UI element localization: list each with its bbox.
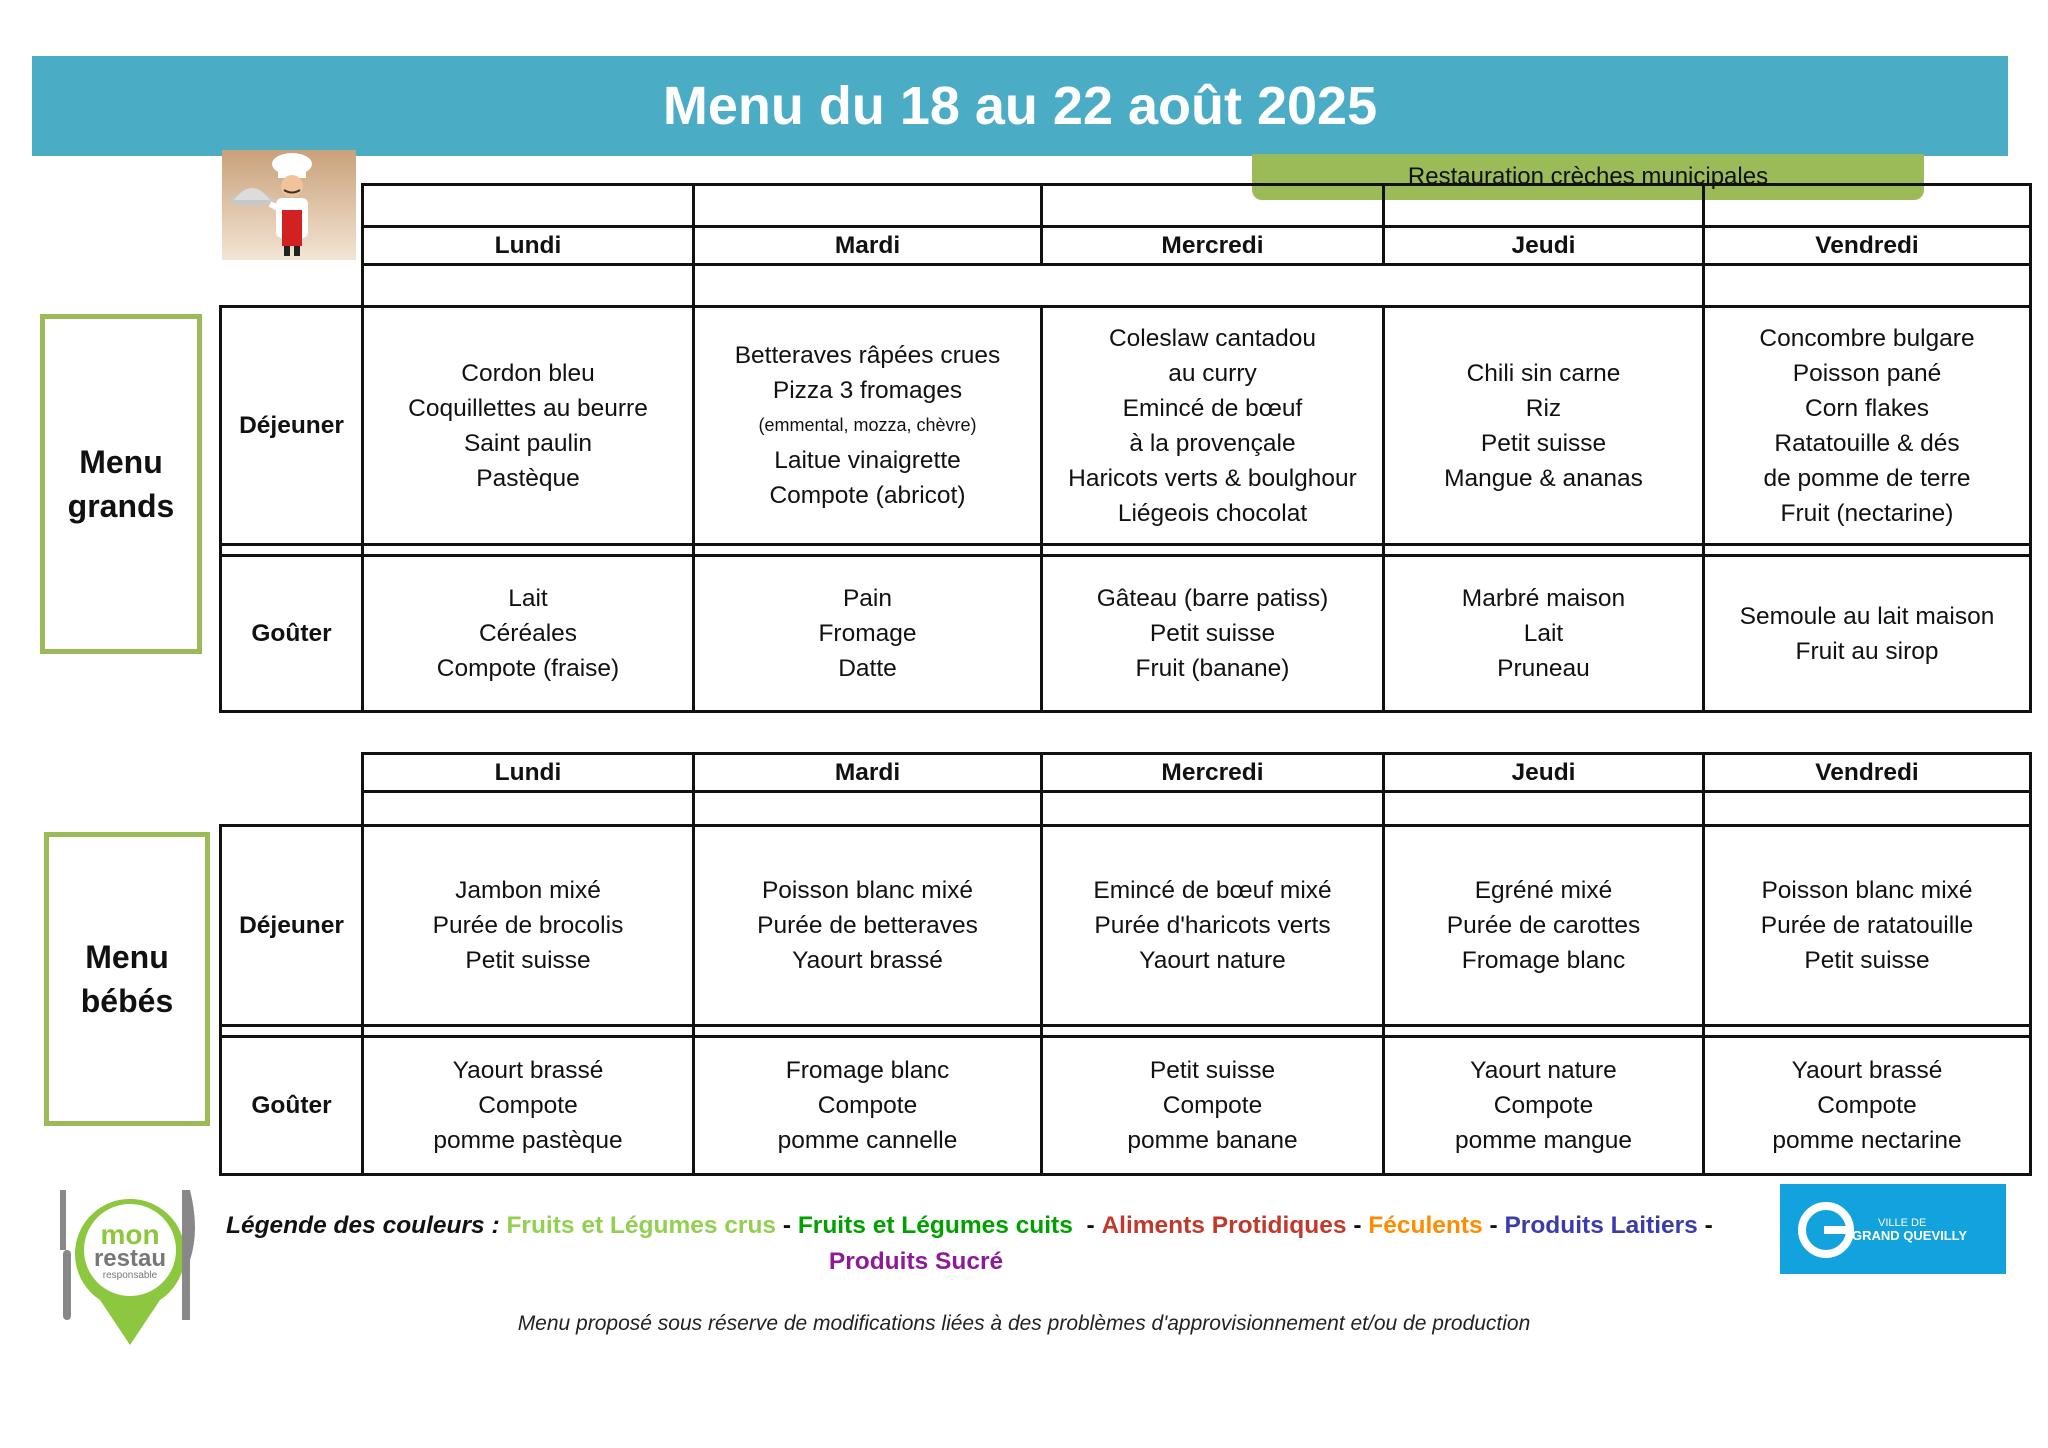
menu-cell	[363, 826, 694, 1026]
logo-left-line3: responsable	[102, 1270, 158, 1281]
color-legend: Légende des couleurs : Fruits et Légumes crus - Fruits et Légumes cuits - Aliments Protidiques - Féculents - Produits Laitiers - Produits Sucré	[226, 1212, 1713, 1275]
legend-label: Légende des couleurs :	[226, 1212, 500, 1239]
menu-line: Purée d'haricots verts	[1094, 912, 1331, 939]
menu-line: pomme cannelle	[777, 1127, 958, 1154]
menu-line: Laitue vinaigrette	[774, 447, 961, 474]
table-row	[221, 556, 2031, 712]
empty-cell	[1384, 792, 1704, 826]
grand-quevilly-logo	[1780, 1184, 2006, 1274]
menu-cell	[363, 307, 694, 545]
menu-line: Fruit au sirop	[1795, 637, 1939, 665]
menu-line: Corn flakes	[1805, 394, 1929, 422]
menu-cell	[1704, 826, 2031, 1026]
day-header: Vendredi	[1704, 227, 2031, 265]
menu-line: Emincé de bœuf	[1122, 394, 1303, 422]
menu-line: Gâteau (barre patiss)	[1096, 585, 1329, 612]
logo-right-line2: GRAND QUEVILLY	[1852, 1228, 1968, 1243]
side-label-line1: Menu	[85, 939, 169, 975]
empty-cell	[363, 792, 694, 826]
meal-label: Goûter	[221, 1037, 363, 1175]
menu-line: Compote (abricot)	[769, 482, 966, 509]
menu-line: Riz	[1525, 394, 1562, 422]
menu-line: Petit suisse	[465, 947, 591, 974]
blank-cell	[221, 185, 363, 227]
menu-line-note: (emmental, mozza, chèvre)	[758, 415, 977, 435]
day-header: Jeudi	[1384, 754, 1704, 792]
spacer-cell	[221, 545, 363, 556]
menu-line: pomme banane	[1127, 1127, 1298, 1154]
menu-cell	[1704, 556, 2031, 712]
empty-cell	[1704, 265, 2031, 307]
menu-line: Betteraves râpées crues	[734, 342, 1001, 369]
day-header: Vendredi	[1704, 754, 2031, 792]
menu-line: Purée de brocolis	[432, 912, 624, 939]
spacer-cell	[1704, 1026, 2031, 1037]
menu-line: Compote	[817, 1092, 918, 1119]
menu-cell	[694, 307, 1042, 545]
day-header: Mercredi	[1042, 754, 1384, 792]
menu-cell	[1042, 826, 1384, 1026]
menu-line: Haricots verts & boulghour	[1068, 464, 1357, 492]
menu-line: Pruneau	[1497, 655, 1590, 682]
side-label-line1: Menu	[79, 444, 163, 480]
blank-cell	[221, 227, 363, 265]
menu-cell	[1042, 556, 1384, 712]
meal-label: Goûter	[221, 556, 363, 712]
side-label-grands	[40, 314, 202, 654]
menu-line: Céréales	[478, 620, 578, 647]
spacer-cell	[694, 1026, 1042, 1037]
side-label-bebes	[44, 832, 210, 1126]
spacer-cell	[694, 545, 1042, 556]
menu-line: de pomme de terre	[1763, 464, 1971, 492]
menu-cell	[694, 1037, 1042, 1175]
legend-item: Aliments Protidiques	[1101, 1212, 1347, 1239]
menu-line: au curry	[1168, 359, 1257, 387]
side-label-line2: bébés	[80, 983, 174, 1019]
menu-cell	[1704, 307, 2031, 545]
logo-left-line1: mon	[100, 1219, 160, 1250]
menu-line: Yaourt nature	[1139, 947, 1286, 974]
spacer-cell	[363, 545, 694, 556]
logo-right-line1: VILLE DE	[1878, 1217, 1927, 1229]
spacer-cell	[363, 1026, 694, 1037]
menu-line: Jambon mixé	[455, 877, 601, 904]
menu-line: Petit suisse	[1804, 947, 1930, 974]
menu-line: pomme nectarine	[1772, 1127, 1962, 1154]
menu-line: pomme mangue	[1454, 1127, 1633, 1154]
menu-line: Compote	[1162, 1092, 1263, 1119]
menu-line: Pain	[842, 585, 893, 612]
menu-line: Petit suisse	[1149, 1057, 1276, 1084]
menu-line: Compote	[1817, 1092, 1917, 1119]
menu-line: Compote (fraise)	[436, 655, 620, 682]
top-empty-cell	[1042, 185, 1384, 227]
day-header: Jeudi	[1384, 227, 1704, 265]
top-empty-cell	[363, 185, 694, 227]
empty-cell	[1042, 792, 1384, 826]
menu-line: Yaourt brassé	[452, 1057, 604, 1084]
menu-line: Datte	[838, 655, 897, 682]
menu-cell	[1042, 1037, 1384, 1175]
table-row	[221, 1037, 2031, 1175]
day-header: Lundi	[363, 227, 694, 265]
menu-table-bebes	[219, 752, 2032, 1176]
menu-line: Chili sin carne	[1466, 359, 1621, 387]
spacer-cell	[221, 1026, 363, 1037]
menu-line: Coleslaw cantadou	[1108, 324, 1317, 352]
spacer-cell	[1042, 1026, 1384, 1037]
menu-line: Saint paulin	[463, 429, 593, 457]
menu-line: Yaourt brassé	[1791, 1057, 1943, 1084]
menu-line: Yaourt brassé	[792, 947, 943, 974]
legend-item: Féculents	[1368, 1212, 1483, 1239]
menu-line: Compote	[1493, 1092, 1594, 1119]
menu-cell	[694, 826, 1042, 1026]
footnote: Menu proposé sous réserve de modifications liées à des problèmes d'approvisionnement et/ou de production	[517, 1312, 1531, 1335]
menu-line: Emincé de bœuf mixé	[1093, 877, 1332, 904]
top-empty-cell	[1704, 185, 2031, 227]
menu-cell	[1384, 1037, 1704, 1175]
menu-line: à la provençale	[1129, 429, 1296, 457]
menu-line: Concombre bulgare	[1759, 324, 1975, 352]
blank-cell	[221, 792, 363, 826]
table-row	[221, 826, 2031, 1026]
menu-cell	[1704, 1037, 2031, 1175]
menu-line: Poisson blanc mixé	[1761, 877, 1973, 904]
spacer-cell	[1384, 545, 1704, 556]
menu-cell	[363, 1037, 694, 1175]
empty-cell	[694, 265, 1704, 307]
menu-cell	[1384, 307, 1704, 545]
empty-cell	[363, 265, 694, 307]
menu-line: Fromage	[818, 620, 917, 647]
logo-left-line2: restau	[93, 1245, 167, 1272]
meal-label: Déjeuner	[221, 826, 363, 1026]
day-header: Mercredi	[1042, 227, 1384, 265]
menu-line: Fruit (banane)	[1135, 655, 1290, 682]
legend-item: Fruits et Légumes crus	[506, 1212, 777, 1239]
table-row	[221, 307, 2031, 545]
blank-cell	[221, 265, 363, 307]
empty-cell	[1704, 792, 2031, 826]
menu-cell	[694, 556, 1042, 712]
menu-line: Semoule au lait maison	[1739, 602, 1995, 630]
spacer-cell	[1042, 545, 1384, 556]
page-title: Menu du 18 au 22 août 2025	[32, 56, 2008, 156]
menu-line: Poisson blanc mixé	[761, 877, 974, 904]
menu-cell	[1384, 826, 1704, 1026]
menu-line: Yaourt nature	[1470, 1057, 1617, 1084]
menu-line: pomme pastèque	[433, 1127, 623, 1154]
menu-line: Mangue & ananas	[1444, 464, 1643, 492]
legend-item: Produits Laitiers	[1504, 1212, 1698, 1239]
blank-cell	[221, 754, 363, 792]
menu-line: Pizza 3 fromages	[772, 377, 963, 404]
menu-line: Petit suisse	[1149, 620, 1276, 647]
top-empty-cell	[1384, 185, 1704, 227]
meal-label: Déjeuner	[221, 307, 363, 545]
menu-line: Fromage blanc	[785, 1057, 950, 1084]
menu-line: Egréné mixé	[1474, 877, 1613, 904]
day-header: Lundi	[363, 754, 694, 792]
menu-line: Petit suisse	[1480, 429, 1607, 457]
menu-line: Compote	[478, 1092, 578, 1119]
menu-line: Purée de carottes	[1446, 912, 1641, 939]
legend-item: Produits Sucré	[828, 1248, 1004, 1275]
menu-line: Poisson pané	[1792, 359, 1942, 387]
menu-line: Lait	[508, 585, 548, 612]
menu-line: Marbré maison	[1461, 585, 1626, 612]
menu-line: Pastèque	[476, 464, 580, 492]
day-header: Mardi	[694, 227, 1042, 265]
menu-cell	[1384, 556, 1704, 712]
menu-line: Cordon bleu	[461, 359, 595, 387]
menu-cell	[363, 556, 694, 712]
day-header: Mardi	[694, 754, 1042, 792]
menu-line: Fromage blanc	[1461, 947, 1626, 974]
legend-item: Fruits et Légumes cuits	[797, 1212, 1073, 1239]
side-label-line2: grands	[67, 488, 175, 524]
top-empty-cell	[694, 185, 1042, 227]
grand-quevilly-logo-icon	[1780, 1184, 2006, 1274]
menu-line: Fruit (nectarine)	[1780, 499, 1954, 527]
empty-cell	[694, 792, 1042, 826]
menu-line: Purée de betteraves	[757, 912, 978, 939]
menu-table-grands	[219, 183, 2032, 713]
menu-line: Coquillettes au beurre	[408, 394, 648, 422]
subtitle-tab: Restauration crèches municipales	[1252, 154, 1924, 200]
menu-cell	[1042, 307, 1384, 545]
menu-line: Ratatouille & dés	[1774, 429, 1960, 457]
menu-line: Liégeois chocolat	[1117, 499, 1308, 527]
menu-line: Purée de ratatouille	[1760, 912, 1974, 939]
spacer-cell	[1384, 1026, 1704, 1037]
menu-line: Lait	[1523, 620, 1564, 647]
spacer-cell	[1704, 545, 2031, 556]
